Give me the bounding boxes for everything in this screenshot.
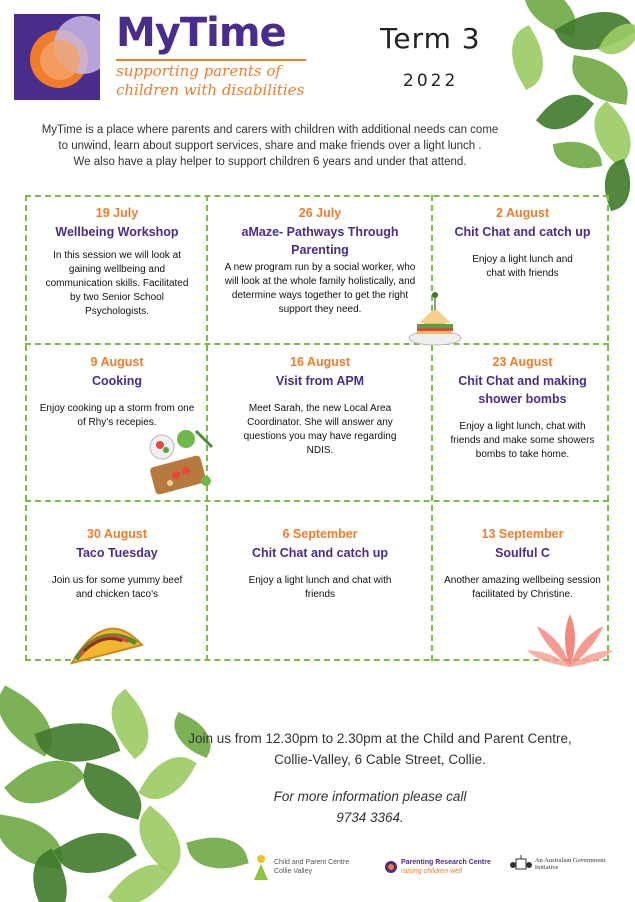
session-title: Visit from APM	[275, 374, 365, 388]
prc-logo: Parenting Research Centre raising children well	[384, 858, 504, 876]
session-desc: Another amazing wellbeing session facilitated by Christine.	[444, 575, 601, 600]
session-desc: Meet Sarah, the new Local Area Coordinator. She will answer any questions you may have regarding NDIS.	[243, 403, 397, 456]
session-date: 19 July	[95, 206, 139, 220]
prc-icon	[384, 860, 398, 874]
intro-text: MyTime is a place where parents and carers with children with additional needs can come to unwind, learn about support services, share and make friends over a light lunch . We also have a play helper to support children 6 years and under that attend.	[41, 124, 499, 168]
session-title: Wellbeing Workshop	[55, 225, 179, 239]
session-title: aMaze- Pathways Through Parenting	[241, 225, 399, 257]
location-text: Join us from 12.30pm to 2.30pm at the Child and Parent Centre, Collie-Valley, 6 Cable Street, Collie.	[188, 731, 572, 767]
session-desc: Enjoy a light lunch and chat with friends	[248, 575, 392, 600]
grid-divider	[25, 343, 609, 345]
session-desc: Enjoy a light lunch, chat with friends and make some showers bombs to take home.	[450, 421, 595, 460]
brand-tagline: supporting parents of children with disabilities	[116, 62, 305, 99]
session-cell	[440, 205, 605, 281]
cpc-logo: Child and Parent Centre Collie Valley	[252, 854, 362, 880]
session-date: 9 August	[90, 355, 144, 369]
session-desc: Enjoy cooking up a storm from one of Rhy's recepies.	[39, 403, 195, 428]
taco-icon	[66, 615, 146, 671]
session-desc: A new program run by a social worker, who will look at the whole family holistically, and determine ways together to get the right support they need.	[224, 262, 416, 315]
session-cell	[32, 526, 202, 602]
session-title: Soulful C	[495, 546, 550, 560]
session-desc: Enjoy a light lunch and chat with friends	[472, 254, 573, 279]
session-cell	[440, 354, 605, 462]
grid-divider	[431, 195, 433, 661]
year-heading: 2022	[403, 71, 459, 91]
mytime-logo-mark	[14, 14, 100, 100]
session-cell	[215, 526, 425, 602]
session-date: 23 August	[492, 355, 553, 369]
session-desc: Join us for some yummy beef and chicken taco's	[51, 575, 183, 600]
coat-of-arms-icon	[510, 855, 532, 873]
session-title: Chit Chat and catch up	[454, 225, 591, 239]
session-desc: In this session we will look at gaining wellbeing and communication skills. Facilitated by two Senior School Psychologists.	[45, 250, 189, 317]
brand-name: MyTime	[116, 10, 286, 56]
session-date: 2 August	[495, 206, 549, 220]
cpc-figure-icon	[252, 854, 270, 880]
contact-info: For more information please call 9734 3364.	[240, 786, 500, 828]
cooking-board-icon	[140, 425, 220, 497]
phone-number: 9734 3364.	[336, 810, 404, 825]
session-date: 30 August	[87, 527, 147, 541]
gov-logo: An Australian Government Initiative	[510, 855, 630, 873]
session-cell	[215, 354, 425, 458]
term-heading: Term 3	[380, 22, 481, 55]
sandwich-icon	[405, 290, 465, 348]
session-cell	[215, 205, 425, 317]
grid-divider	[25, 500, 609, 502]
brand-underline	[116, 59, 306, 61]
lotus-icon	[525, 612, 615, 672]
session-title: Chit Chat and making shower bombs	[458, 374, 587, 406]
session-date: 6 September	[282, 527, 358, 541]
session-cell	[32, 205, 202, 319]
session-title: Taco Tuesday	[76, 546, 158, 560]
session-date: 16 August	[290, 355, 350, 369]
session-cell	[440, 526, 605, 602]
session-date: 26 July	[298, 206, 342, 220]
session-date: 13 September	[481, 527, 564, 541]
session-cell	[32, 354, 202, 430]
session-title: Cooking	[92, 374, 142, 388]
session-title: Chit Chat and catch up	[251, 546, 389, 560]
